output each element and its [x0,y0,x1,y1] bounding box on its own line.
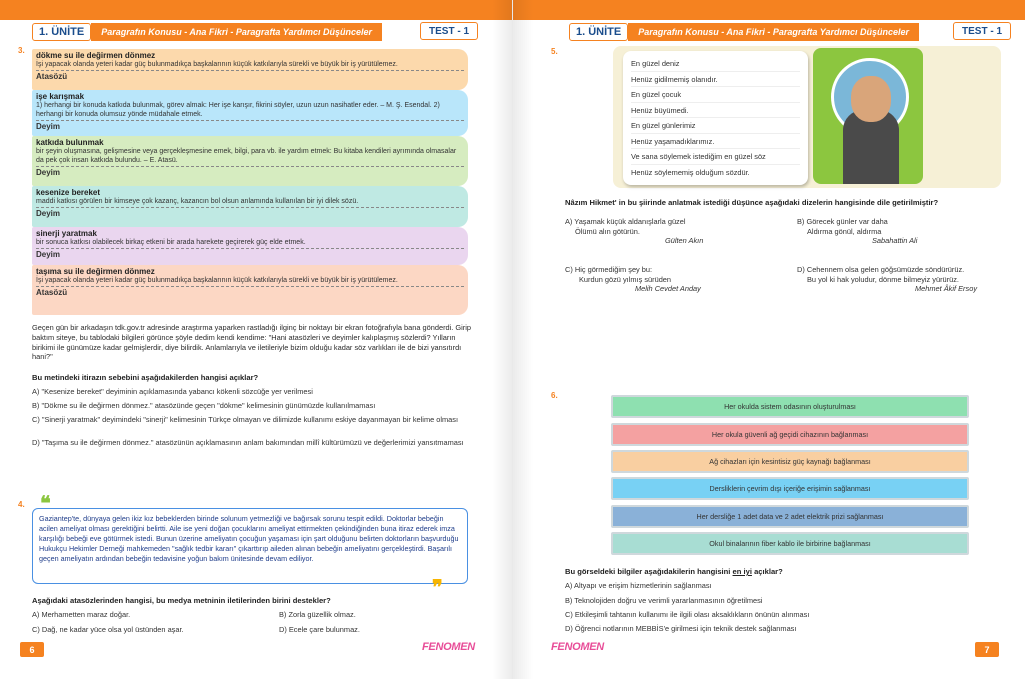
entry-type: Atasözü [36,70,464,81]
entry-type: Deyim [36,166,464,177]
right-page [513,0,1025,679]
poem-line: Ve sana söylemek istediğim en güzel söz [631,149,800,165]
option-author: Mehmet Âkif Ersoy [915,284,978,293]
poem-line: Henüz gidilmemiş olanıdır. [631,72,800,88]
option-d[interactable] [797,265,977,294]
question-number: 6. [551,391,558,400]
test-label: TEST - 1 [420,22,478,40]
entry-term: işe karışmak [36,92,85,101]
entry-definition: maddi katkısı görülen bir kimseye çok kazanç, kazancın bol olsun anlamında kullanılan bir iyi dilek sözü. [36,198,359,205]
entry-type: Deyim [36,248,464,259]
option-author: Sabahattin Ali [872,236,918,245]
infographic-item: Okul binalarının fiber kablo ile birbirine bağlanması [611,532,969,555]
infographic-item: Her okulda sistem odasının oluşturulması [611,395,969,418]
unit-label: 1. ÜNİTE [32,23,91,41]
open-quote-icon: ❝ [40,493,51,515]
option-line: Ölümü alın götürün. [575,226,640,236]
test-label: TEST - 1 [953,22,1011,40]
option-line: A) Yaşamak küçük aldanışlarla güzel [565,217,686,226]
dictionary-entry [32,90,468,136]
question-stem [565,567,995,577]
entry-type: Deyim [36,207,464,218]
entry-term: taşıma su ile değirmen dönmez [36,267,155,276]
media-quote-box [32,508,468,584]
option-author: Gülten Akın [665,236,704,245]
header-title: Paragrafın Konusu - Ana Fikri - Paragrafta Yardımcı Düşünceler [91,23,382,41]
entry-definition: 1) herhangi bir konuda katkıda bulunmak, görev almak: Her işe karışır, fikrini söyler, uzun uzun nasihatler eder. – M. Ş. Esendal. 2) herhangi bir konuda olumsuz yönde müdahale etmek. [36,102,440,118]
page-number: 7 [975,642,999,657]
spine-shadow [513,0,533,679]
option-a[interactable]: A) Merhametten maraz doğar. [32,610,131,619]
option-line: Bu yol ki hak yoludur, dönme bilmeyiz yürürüz. [807,274,959,284]
brand-logo: FENOMEN [422,641,475,653]
dictionary-entry [32,49,468,90]
page-number: 6 [20,642,44,657]
infographic-item: Ağ cihazları için kesintisiz güç kaynağı bağlanması [611,450,969,473]
question-number: 3. [18,46,25,55]
poem-line: Henüz büyümedi. [631,103,800,119]
question-emphasis: en iyi [732,567,752,576]
header-title: Paragrafın Konusu - Ana Fikri - Paragrafta Yardımcı Düşünceler [628,23,919,41]
option-d[interactable]: D) "Taşıma su ile değirmen dönmez." atasözünün açıklamasının anlam bakımından millî kültürümüzü ve değerlerimizi yansıtmaması [32,438,464,447]
portrait-face [851,76,891,122]
question-number: 5. [551,47,558,56]
question-stem-part: Bu görseldeki bilgiler aşağıdakilerin hangisini [565,567,733,576]
option-line: B) Görecek günler var daha [797,217,888,226]
spine-shadow [492,0,512,679]
entry-type: Atasözü [36,286,464,297]
option-a[interactable]: A) "Kesenize bereket" deyiminin açıklamasında yabancı kökenli sözcüğe yer verilmesi [32,387,313,396]
entry-term: katkıda bulunmak [36,138,104,147]
entry-definition: İşi yapacak olanda yeteri kadar güç bulunmadıkça başkalarının küçük katkılarıyla sürekli ve büyük bir iş yürütülemez. [36,277,398,284]
question-number: 4. [18,500,25,509]
option-c[interactable]: C) Etkileşimli tahtanın kullanımı ile ilgili olası aksaklıkların önünün alınması [565,610,810,619]
poet-portrait [813,48,923,184]
unit-label: 1. ÜNİTE [569,23,628,41]
dictionary-entry [32,186,468,227]
poem-line: Henüz yaşamadıklarımız. [631,134,800,150]
entry-definition: İşi yapacak olanda yeteri kadar güç bulunmadıkça başkalarının küçük katkılarıyla sürekli ve büyük bir iş yürütülemez. [36,61,398,68]
infographic-item: Her dersliğe 1 adet data ve 2 adet elektrik prizi sağlanması [611,505,969,528]
question-stem: Bu metindeki itirazın sebebini aşağıdakilerden hangisi açıklar? [32,373,259,382]
entry-term: sinerji yaratmak [36,229,97,238]
option-a[interactable]: A) Altyapı ve erişim hizmetlerinin sağlanması [565,581,712,590]
header [569,22,919,42]
option-author: Melih Cevdet Anday [635,284,701,293]
option-c[interactable]: C) "Sinerji yaratmak" deyimindeki "sinerji" kelimesinin Türkçe olmayan ve dilimizde kullanımı eskiye dayanmayan bir kelime olması [32,415,459,424]
entry-term: kesenize bereket [36,188,101,197]
entry-definition: bir şeyin oluşmasına, gelişmesine veya gerçekleşmesine emek, bilgi, para vb. ile yardım etmek: Bu kitaba kendileri ayrımında olmasalar da pek çok insan katkıda bulundu. – E. Atasü. [36,148,457,164]
infographic-item: Dersliklerin çevrim dışı içeriğe erişimin sağlanması [611,477,969,500]
poem-card [623,51,808,185]
header-band [0,0,512,20]
entry-definition: bir sonuca katkısı olabilecek birkaç etkeni bir arada harekete geçirerek güç elde etmek. [36,239,306,246]
header [32,22,382,42]
media-quote-text: Gaziantep'te, dünyaya gelen ikiz kız bebeklerden birinde solunum yetmezliği ve bağırsak sorunu tespit edildi. Doktorlar bebeğin acilen ameliyat olması gerektiğini belirtti. Aile ise yeni doğan çocuklarını ameliyat ettirmekten çekindiğinden buna itiraz ederek imza karşılığı bebeği eve götürmek istedi. Bunun üzerine ameliyatın çocuğun yaşaması için şart olduğunu belirten doktorların başvurduğu Hukukçu Hekimler Derneği mahkemeden "sağlık tedbir kararı" çıkarttırıp aileden alınan bebeğin ameliyatını gerçekleştirdi. Başarılı geçen ameliyatın ardından bebeğin tedavisine yoğun bakım ünitesinde devam ediliyor. [39,514,459,563]
brand-logo: FENOMEN [551,641,604,653]
close-quote-icon: ❞ [432,577,443,599]
question-stem: Nâzım Hikmet' in bu şiirinde anlatmak istediği düşünce aşağıdaki dizelerin hangisinde dile getirilmiştir? [565,198,939,207]
poem-line: En güzel çocuk [631,87,800,103]
poem-line: En güzel deniz [631,56,800,72]
option-c[interactable] [565,265,701,294]
option-line: C) Hiç görmediğim şey bu: [565,265,653,274]
header-band [513,0,1025,20]
poem-line: En güzel günlerimiz [631,118,800,134]
left-page [0,0,512,679]
entry-term: dökme su ile değirmen dönmez [36,51,156,60]
option-a[interactable] [565,217,703,246]
question-paragraph: Geçen gün bir arkadaşın tdk.gov.tr adresinde araştırma yaparken rastladığı ilginç bir noktayı bir ekran fotoğrafıyla bana gönderdi. Girip baktım siteye, bu tablodaki bilgileri görünce şöyle dedim kendi kendime: "Hani atasözleri ve deyimler kalıplaşmış sözlerdi? Yılların birikimi ile günümüze kadar gelmişlerdir, diye bilirdik. Anlamlarıyla ve iletileriyle bizim olduğu kadar söz varlıkları ile de bizi yansıtırdı hani?" [32,323,472,362]
infographic-item: Her okula güvenli ağ geçidi cihazının bağlanması [611,423,969,446]
question-stem-part: açıklar? [751,567,783,576]
option-line: Kurdun gözü yılmış sürüden [579,274,672,284]
question-stem: Aşağıdaki atasözlerinden hangisi, bu medya metninin iletilerinden birini destekler? [32,596,331,605]
option-line: Aldırma gönül, aldırma [807,226,882,236]
option-c[interactable]: C) Dağ, ne kadar yüce olsa yol üstünden aşar. [32,625,184,634]
dictionary-entry [32,136,468,186]
option-b[interactable]: B) "Dökme su ile değirmen dönmez." atasözünde geçen "dökme" kelimesinin günümüzde kullanılmaması [32,401,376,410]
dictionary-entry [32,227,468,265]
dictionary-entry [32,265,468,315]
option-b[interactable]: B) Teknolojiden doğru ve verimli yararlanmasının öğretilmesi [565,596,763,605]
option-b[interactable] [797,217,917,246]
option-b[interactable]: B) Zorla güzellik olmaz. [279,610,356,619]
poem-line: Henüz söylememiş olduğum sözdür. [631,167,750,177]
option-d[interactable]: D) Ecele çare bulunmaz. [279,625,360,634]
option-line: D) Cehennem olsa gelen göğsümüzde söndürürüz. [797,265,965,274]
entry-type: Deyim [36,120,464,131]
option-d[interactable]: D) Öğrenci notlarının MEBBİS'e girilmesi için teknik destek sağlanması [565,624,797,633]
